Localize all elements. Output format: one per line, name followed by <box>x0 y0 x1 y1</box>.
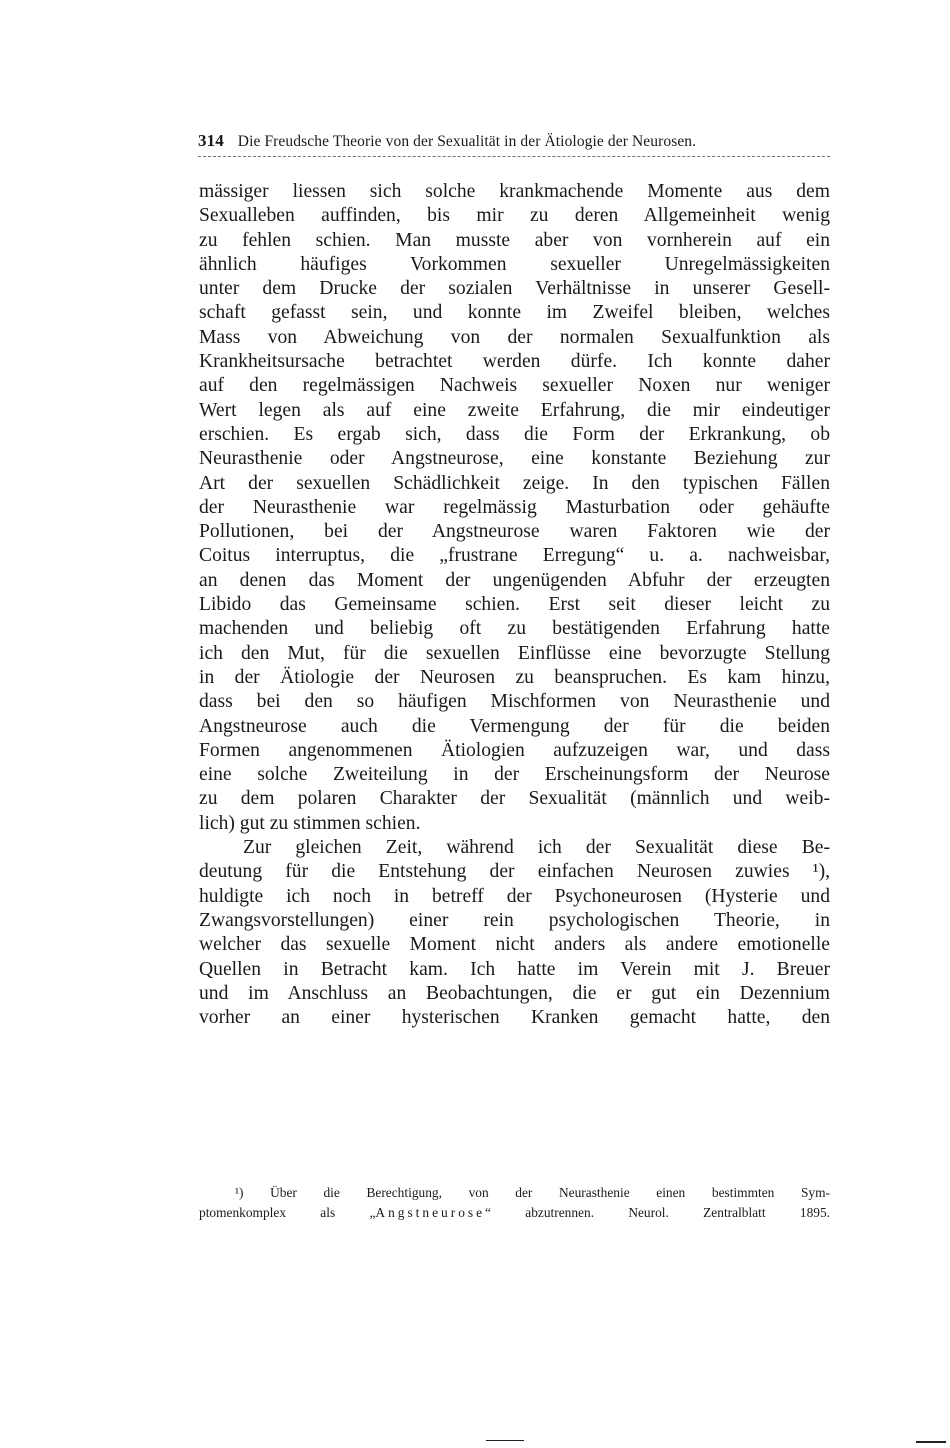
header-rule <box>198 156 830 157</box>
text-line: zu fehlen schien. Man musste aber von vornherein auf ein <box>199 229 830 251</box>
text-line: Sexualleben auffinden, bis mir zu deren Allgemeinheit wenig <box>199 205 830 227</box>
footnote-emphasis: Angstneurose <box>375 1205 486 1220</box>
text-line: huldigte ich noch in betreff der Psychoneurosen (Hysterie und <box>199 885 830 907</box>
text-line: welcher das sexuelle Moment nicht anders als andere emotionelle <box>199 934 830 956</box>
text-line: Wert legen als auf eine zweite Erfahrung, die mir eindeutiger <box>199 399 830 421</box>
text-line: mässiger liessen sich solche krankmachende Momente aus dem <box>199 181 830 202</box>
footnote-text: ptomenkomplex als „ <box>199 1205 376 1220</box>
body-text <box>199 180 830 1030</box>
text-line: eine solche Zweiteilung in der Erscheinungsform der Neurose <box>199 764 830 786</box>
text-line: Neurasthenie oder Angstneurose, eine konstante Beziehung zur <box>199 448 830 470</box>
text-line: unter dem Drucke der sozialen Verhältnisse in unserer Gesell- <box>199 278 830 300</box>
text-line: an denen das Moment der ungenügenden Abfuhr der erzeugten <box>199 569 830 591</box>
text-line: erschien. Es ergab sich, dass die Form der Erkrankung, ob <box>199 423 830 445</box>
text-line: der Neurasthenie war regelmässig Masturbation oder gehäufte <box>199 496 830 518</box>
bottom-rule <box>486 1440 524 1441</box>
text-line: Krankheitsursache betrachtet werden dürfe. Ich konnte daher <box>199 351 830 373</box>
running-title: Die Freudsche Theorie von der Sexualität in der Ätiologie der Neurosen. <box>237 133 697 150</box>
text-line: machenden und beliebig oft zu bestätigenden Erfahrung hatte <box>199 618 830 640</box>
text-line: schaft gefasst sein, und konnte im Zweifel bleiben, welches <box>199 302 830 324</box>
text-line: Formen angenommenen Ätiologien aufzuzeigen war, und dass <box>199 739 830 761</box>
text-line: zu dem polaren Charakter der Sexualität (männlich und weib- <box>199 788 830 810</box>
scan-edge-mark <box>916 1441 946 1448</box>
footnote <box>199 1183 830 1223</box>
text-line: auf den regelmässigen Nachweis sexueller Noxen nur weniger <box>199 375 830 397</box>
text-line: Coitus interruptus, die „frustrane Erregung“ u. a. nachweisbar, <box>199 545 830 567</box>
text-line: Angstneurose auch die Vermengung der für die beiden <box>199 715 830 737</box>
text-line: ich den Mut, für die sexuellen Einflüsse eine bevorzugte Stellung <box>199 642 830 664</box>
text-line: Zwangsvorstellungen) einer rein psychologischen Theorie, in <box>199 909 830 931</box>
footnote-line <box>199 1203 830 1223</box>
page-number: 314 <box>198 131 224 150</box>
text-line: Libido das Gemeinsame schien. Erst seit dieser leicht zu <box>199 594 830 616</box>
text-line: dass bei den so häufigen Mischformen von Neurasthenie und <box>199 691 830 713</box>
text-line: Art der sexuellen Schädlichkeit zeige. In den typischen Fällen <box>199 472 830 494</box>
text-line: Pollutionen, bei der Angstneurose waren Faktoren wie der <box>199 521 830 543</box>
text-line: vorher an einer hysterischen Kranken gemacht hatte, den <box>199 1007 830 1029</box>
running-head <box>198 131 838 151</box>
text-line: und im Anschluss an Beobachtungen, die er gut ein Dezennium <box>199 982 830 1004</box>
text-line: deutung für die Entstehung der einfachen Neurosen zuwies ¹), <box>199 861 830 883</box>
text-line: ähnlich häufiges Vorkommen sexueller Unregelmässigkeiten <box>199 253 830 275</box>
paragraph-start-line: Zur gleichen Zeit, während ich der Sexualität diese Be- <box>243 837 830 859</box>
text-line: in der Ätiologie der Neurosen zu beanspruchen. Es kam hinzu, <box>199 666 830 688</box>
footnote-line: ¹) Über die Berechtigung, von der Neurasthenie einen bestimmten Sym- <box>235 1185 830 1200</box>
paragraph-end-line: lich) gut zu stimmen schien. <box>199 812 421 834</box>
text-line: Mass von Abweichung von der normalen Sexualfunktion als <box>199 326 830 348</box>
text-line: Quellen in Betracht kam. Ich hatte im Verein mit J. Breuer <box>199 958 830 980</box>
footnote-text: “ abzutrennen. Neurol. Zentralblatt 1895. <box>485 1205 830 1220</box>
